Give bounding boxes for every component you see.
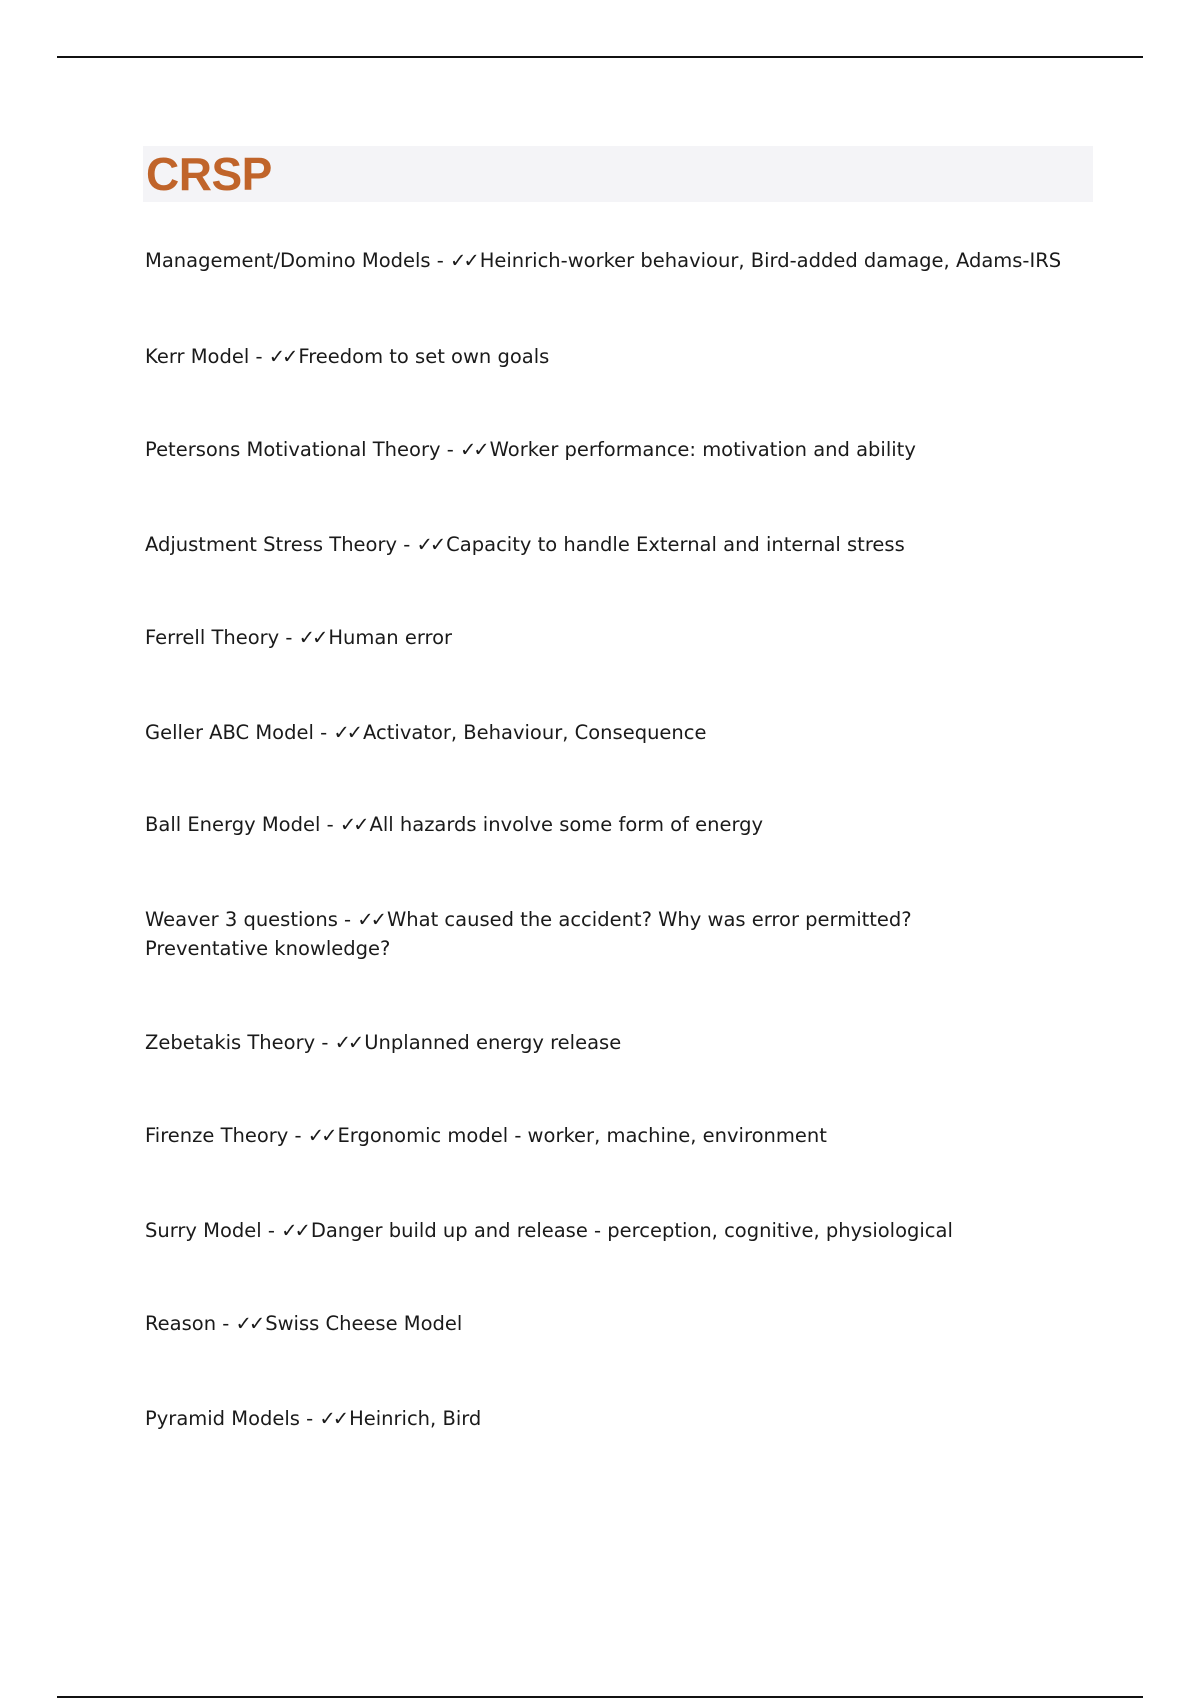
double-check-icon: ✓✓ — [339, 813, 367, 836]
entry-definition: What caused the accident? Why was error permitted? Preventative knowledge? — [145, 908, 912, 960]
entry-item — [145, 1309, 1105, 1338]
entry-separator: - — [279, 626, 299, 649]
entry-item — [145, 1404, 1105, 1433]
double-check-icon: ✓✓ — [307, 1124, 335, 1147]
entry-term: Kerr Model — [145, 345, 250, 368]
entry-separator: - — [261, 1219, 282, 1242]
entry-definition: Danger build up and release - perception, cognitive, physiological — [310, 1219, 953, 1242]
entry-separator: - — [313, 721, 334, 744]
double-check-icon: ✓✓ — [235, 1312, 263, 1335]
entry-separator: - — [299, 1407, 320, 1430]
entry-item — [145, 1028, 1105, 1057]
double-check-icon: ✓✓ — [459, 438, 487, 461]
entry-definition: Unplanned energy release — [364, 1031, 622, 1054]
entry-term: Management/Domino Models — [145, 249, 431, 272]
entry-separator: - — [440, 438, 460, 461]
entry-item — [145, 1216, 1105, 1245]
entry-term: Surry Model — [145, 1219, 262, 1242]
double-check-icon: ✓✓ — [416, 533, 444, 556]
entry-separator: - — [288, 1124, 308, 1147]
entry-separator: - — [430, 249, 451, 272]
entry-term: Petersons Motivational Theory — [145, 438, 441, 461]
top-rule — [57, 56, 1143, 58]
entry-item — [145, 810, 1105, 839]
double-check-icon: ✓✓ — [268, 345, 296, 368]
document-title: CRSP — [146, 148, 272, 200]
entry-definition: Swiss Cheese Model — [265, 1312, 463, 1335]
double-check-icon: ✓✓ — [334, 1031, 362, 1054]
entry-term: Reason — [145, 1312, 217, 1335]
entry-item — [145, 623, 1105, 652]
entry-item — [145, 905, 1005, 963]
double-check-icon: ✓✓ — [333, 721, 361, 744]
entry-item — [145, 530, 1105, 559]
entry-separator: - — [397, 533, 417, 556]
entry-item — [145, 1121, 1105, 1150]
entry-separator: - — [337, 908, 358, 931]
entry-definition: All hazards involve some form of energy — [369, 813, 764, 836]
entry-term: Geller ABC Model — [145, 721, 314, 744]
entry-term: Zebetakis Theory — [145, 1031, 316, 1054]
entry-term: Pyramid Models — [145, 1407, 300, 1430]
entry-item — [145, 246, 1105, 275]
entry-term: Firenze Theory — [145, 1124, 289, 1147]
double-check-icon: ✓✓ — [450, 249, 477, 272]
entry-definition: Worker performance: motivation and ability — [489, 438, 916, 461]
entry-definition: Freedom to set own goals — [298, 345, 550, 368]
entry-term: Ball Energy Model — [145, 813, 321, 836]
entry-definition: Human error — [328, 626, 453, 649]
double-check-icon: ✓✓ — [357, 908, 384, 931]
entry-item — [145, 342, 1105, 371]
entry-definition: Activator, Behaviour, Consequence — [363, 721, 707, 744]
entry-definition: Heinrich-worker behaviour, Bird-added damage, Adams-IRS — [479, 249, 1062, 272]
entry-separator: - — [320, 813, 340, 836]
entry-separator: - — [315, 1031, 335, 1054]
entry-definition: Heinrich, Bird — [349, 1407, 482, 1430]
bottom-rule — [57, 1696, 1143, 1698]
entry-term: Adjustment Stress Theory — [145, 533, 398, 556]
entry-definition: Ergonomic model - worker, machine, environment — [337, 1124, 827, 1147]
entry-term: Ferrell Theory — [145, 626, 280, 649]
entry-term: Weaver 3 questions — [145, 908, 338, 931]
entry-separator: - — [249, 345, 269, 368]
double-check-icon: ✓✓ — [281, 1219, 308, 1242]
title-bar — [143, 146, 1093, 202]
double-check-icon: ✓✓ — [319, 1407, 347, 1430]
double-check-icon: ✓✓ — [298, 626, 326, 649]
entry-item — [145, 435, 1105, 464]
entry-item — [145, 718, 1105, 747]
entry-separator: - — [216, 1312, 236, 1335]
entry-definition: Capacity to handle External and internal stress — [446, 533, 905, 556]
